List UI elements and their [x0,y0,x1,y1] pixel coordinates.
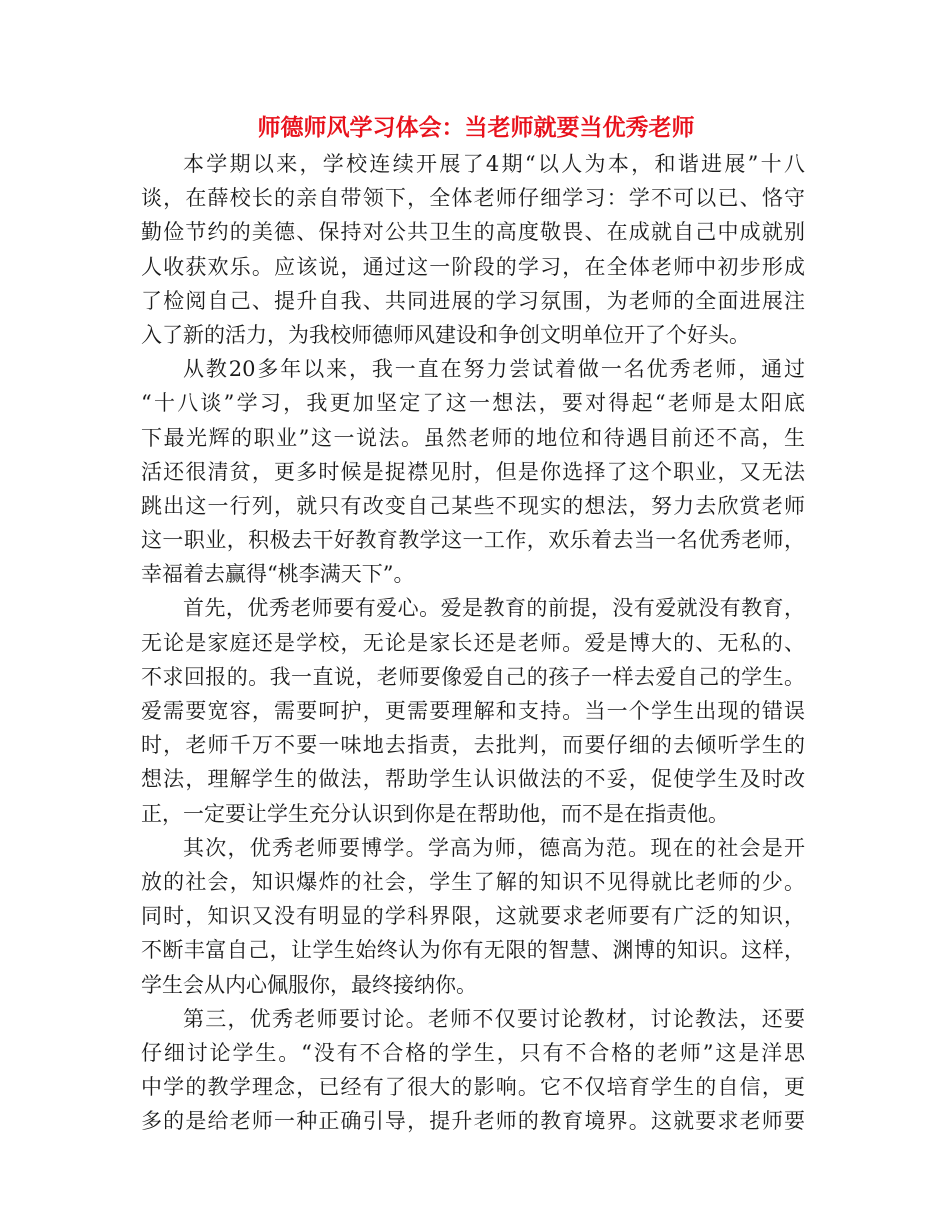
paragraph-line: 幸福着去赢得“桃李满天下”。 [141,562,415,587]
paragraph-line: 同时，知识又没有明显的学科界限，这就要求老师要有广泛的知识， [141,904,805,929]
paragraph-line: 首先，优秀老师要有爱心。爱是教育的前提，没有爱就没有教育， [183,596,805,621]
paragraph-line: 不断丰富自己，让学生始终认为你有无限的智慧、渊博的知识。这样， [141,938,805,963]
paragraph-line: 中学的教学理念，已经有了很大的影响。它不仅培育学生的自信，更 [141,1075,805,1100]
paragraph-line: 爱需要宽容，需要呵护，更需要理解和支持。当一个学生出现的错误 [141,699,805,723]
paragraph-line: 不求回报的。我一直说，老师要像爱自己的孩子一样去爱自己的学生。 [141,664,805,689]
paragraph-line: 跳出这一行列，就只有改变自己某些不现实的想法，努力去欣赏老师 [141,493,805,518]
paragraph-line: 想法，理解学生的做法，帮助学生认识做法的不妥，促使学生及时改 [141,767,805,792]
paragraph-line: 多的是给老师一种正确引导，提升老师的教育境界。这就要求老师要 [141,1109,805,1134]
document-title: 师德师风学习体会：当老师就要当优秀老师 [257,114,695,141]
paragraph-line: 放的社会，知识爆炸的社会，学生了解的知识不见得就比老师的少。 [141,869,805,894]
paragraph-line: 学生会从内心佩服你，最终接纳你。 [141,972,477,997]
paragraph-line: 勤俭节约的美德、保持对公共卫生的高度敬畏、在成就自己中成就别 [141,220,805,245]
paragraph-line: 无论是家庭还是学校，无论是家长还是老师。爱是博大的、无私的、 [141,630,805,655]
paragraph-line: 人收获欢乐。应该说，通过这一阶段的学习，在全体老师中初步形成 [141,254,805,279]
paragraph [141,1002,805,1139]
paragraph-line: 其次，优秀老师要博学。学高为师，德高为范。现在的社会是开 [183,835,805,860]
paragraph-line: 入了新的活力，为我校师德师风建设和争创文明单位开了个好头。 [141,322,750,347]
paragraph-line: 下最光辉的职业”这一说法。虽然老师的地位和待遇目前还不高，生 [141,425,805,450]
paragraph [141,591,805,830]
paragraph-line: 了检阅自己、提升自我、共同进展的学习氛围，为老师的全面进展注 [141,288,805,313]
paragraph-line: 本学期以来，学校连续开展了4期“以人为本，和谐进展”十八 [183,152,805,176]
paragraph [141,831,805,1002]
paragraph-line: 正，一定要让学生充分认识到你是在帮助他，而不是在指责他。 [141,801,729,826]
paragraph-line: 时，老师千万不要一味地去指责，去批判，而要仔细的去倾听学生的 [141,733,805,758]
paragraph [141,147,805,352]
document-body [141,147,805,1138]
paragraph-line: 第三，优秀老师要讨论。老师不仅要讨论教材，讨论教法，还要 [183,1006,805,1031]
paragraph [141,352,805,591]
paragraph-line: 这一职业，积极去干好教育教学这一工作，欢乐着去当一名优秀老师， [141,528,805,553]
paragraph-line: 仔细讨论学生。“没有不合格的学生，只有不合格的老师”这是洋思 [141,1040,805,1065]
paragraph-line: 活还很清贫，更多时候是捉襟见肘，但是你选择了这个职业，又无法 [141,459,805,484]
paragraph-line: 从教20多年以来，我一直在努力尝试着做一名优秀老师，通过 [183,357,805,382]
paragraph-line: 谈，在薛校长的亲自带领下，全体老师仔细学习：学不可以已、恪守 [141,186,805,211]
paragraph-line: “十八谈”学习，我更加坚定了这一想法，要对得起“老师是太阳底 [141,391,805,416]
